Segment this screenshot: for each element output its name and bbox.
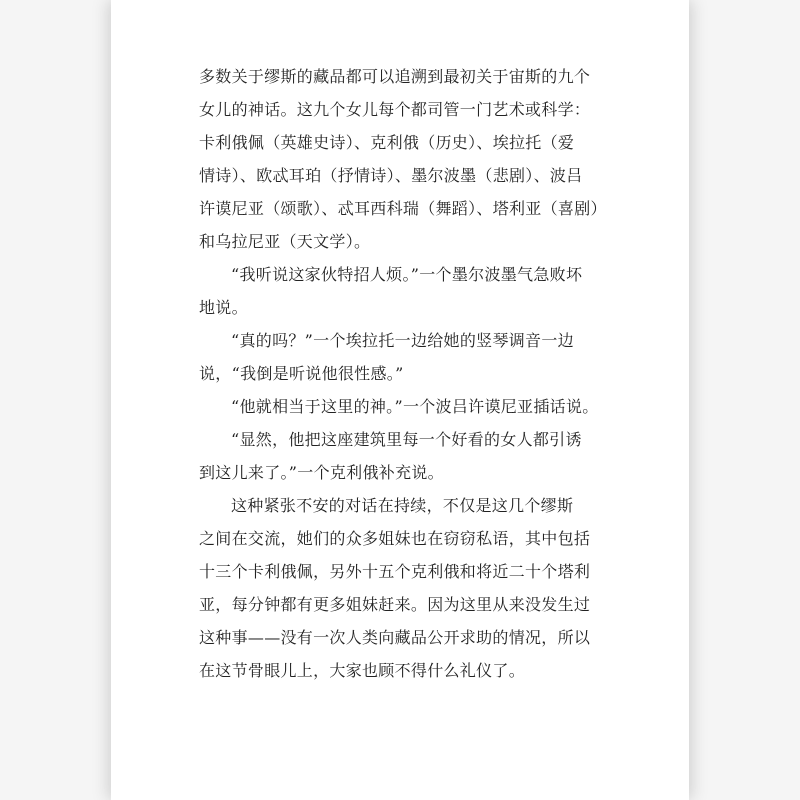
text-line: 和乌拉尼亚（天文学）。 [199, 232, 371, 251]
text-line: 说，“我倒是听说他很性感。” [199, 364, 404, 383]
text-line: 十三个卡利俄佩，另外十五个克利俄和将近二十个塔利 [199, 562, 591, 581]
paragraph-clio [199, 423, 619, 489]
text-line: 在这节骨眼儿上，大家也顾不得什么礼仪了。 [199, 661, 526, 680]
paragraph-erato [199, 324, 619, 390]
text-line: 许谟尼亚（颂歌）、忒耳西科瑞（舞蹈）、塔利亚（喜剧） [199, 199, 607, 218]
text-line: 这种紧张不安的对话在持续，不仅是这几个缪斯 [231, 496, 574, 515]
paragraph-conversation [199, 489, 619, 687]
text-line: 之间在交流，她们的众多姐妹也在窃窃私语，其中包括 [199, 529, 591, 548]
text-line: 情诗）、欧忒耳珀（抒情诗）、墨尔波墨（悲剧）、波吕 [199, 166, 583, 185]
paragraph-polyhymnia [199, 390, 619, 423]
book-page [111, 0, 689, 800]
paragraph-melpomene [199, 258, 619, 324]
text-line: “显然，他把这座建筑里每一个好看的女人都引诱 [231, 430, 582, 449]
text-line: 多数关于缪斯的藏品都可以追溯到最初关于宙斯的九个 [199, 67, 591, 86]
text-line: “他就相当于这里的神。”一个波吕许谟尼亚插话说。 [231, 397, 599, 416]
text-line: “我听说这家伙特招人烦。”一个墨尔波墨气急败坏 [231, 265, 583, 284]
text-line: 卡利俄佩（英雄史诗）、克利俄（历史）、埃拉托（爱 [199, 133, 575, 152]
text-line: “真的吗？”一个埃拉托一边给她的竖琴调音一边 [231, 331, 574, 350]
text-line: 地说。 [199, 298, 248, 317]
text-line: 女儿的神话。这九个女儿每个都司管一门艺术或科学： [199, 100, 591, 119]
text-line: 亚，每分钟都有更多姐妹赶来。因为这里从来没发生过 [199, 595, 591, 614]
paragraph-muses-intro [199, 60, 619, 258]
text-line: 这种事——没有一次人类向藏品公开求助的情况，所以 [199, 628, 591, 647]
body-text [199, 60, 619, 687]
text-line: 到这儿来了。”一个克利俄补充说。 [199, 463, 444, 482]
